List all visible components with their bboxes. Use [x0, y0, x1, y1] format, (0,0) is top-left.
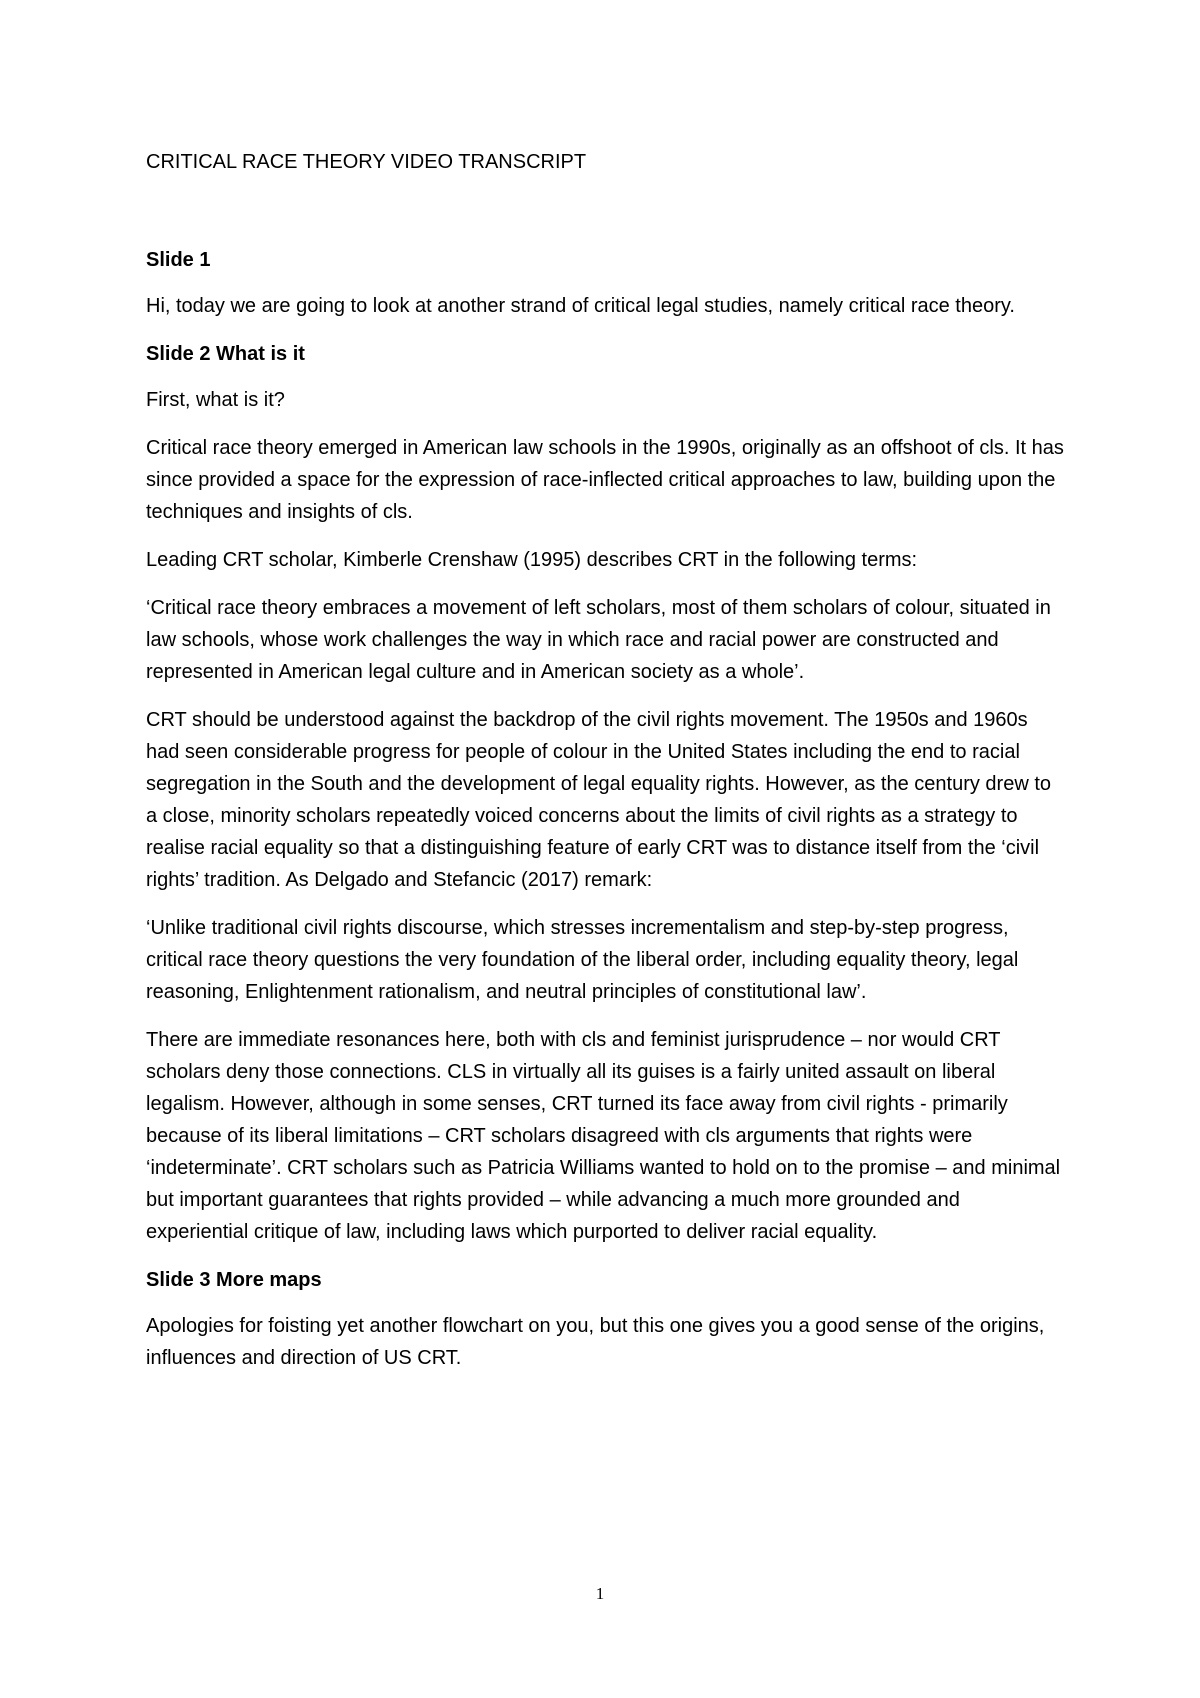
document-body: [146, 146, 1066, 1390]
section-slide-1: [146, 244, 1066, 322]
section-heading: Slide 2 What is it: [146, 343, 305, 365]
section-slide-2: [146, 338, 1066, 1248]
paragraph: Leading CRT scholar, Kimberle Crenshaw (1995) describes CRT in the following terms:: [146, 549, 918, 571]
paragraph: Apologies for foisting yet another flowchart on you, but this one gives you a good sense of the origins, influences and direction of US CRT.: [146, 1315, 1045, 1369]
paragraph: Hi, today we are going to look at another strand of critical legal studies, namely critical race theory.: [146, 295, 1015, 317]
paragraph: Critical race theory emerged in American law schools in the 1990s, originally as an offshoot of cls. It has since provided a space for the expression of race-inflected critical approaches to law, building upon the techniques and insights of cls.: [146, 437, 1064, 523]
page-number: 1: [595, 1584, 605, 1603]
section-heading: Slide 3 More maps: [146, 1269, 322, 1291]
paragraph: First, what is it?: [146, 389, 285, 411]
section-heading: Slide 1: [146, 249, 211, 271]
quote-paragraph: ‘Critical race theory embraces a movement of left scholars, most of them scholars of colour, situated in law schools, whose work challenges the way in which race and racial power are constructed and represented in American legal culture and in American society as a whole’.: [146, 597, 1051, 683]
document-title: CRITICAL RACE THEORY VIDEO TRANSCRIPT: [146, 151, 587, 173]
paragraph: CRT should be understood against the backdrop of the civil rights movement. The 1950s and 1960s had seen considerable progress for people of colour in the United States including the end to racial segregation in the South and the development of legal equality rights. However, as the century drew to a close, minority scholars repeatedly voiced concerns about the limits of civil rights as a strategy to realise racial equality so that a distinguishing feature of early CRT was to distance itself from the ‘civil rights’ tradition. As Delgado and Stefancic (2017) remark:: [146, 709, 1051, 891]
quote-paragraph: ‘Unlike traditional civil rights discourse, which stresses incrementalism and step-by-step progress, critical race theory questions the very foundation of the liberal order, including equality theory, legal reasoning, Enlightenment rationalism, and neutral principles of constitutional law’.: [146, 917, 1019, 1003]
paragraph: There are immediate resonances here, both with cls and feminist jurisprudence – nor would CRT scholars deny those connections. CLS in virtually all its guises is a fairly united assault on liberal legalism. However, although in some senses, CRT turned its face away from civil rights - primarily because of its liberal limitations – CRT scholars disagreed with cls arguments that rights were ‘indeterminate’. CRT scholars such as Patricia Williams wanted to hold on to the promise – and minimal but important guarantees that rights provided – while advancing a much more grounded and experiential critique of law, including laws which purported to deliver racial equality.: [146, 1029, 1061, 1243]
section-slide-3: [146, 1264, 1066, 1374]
